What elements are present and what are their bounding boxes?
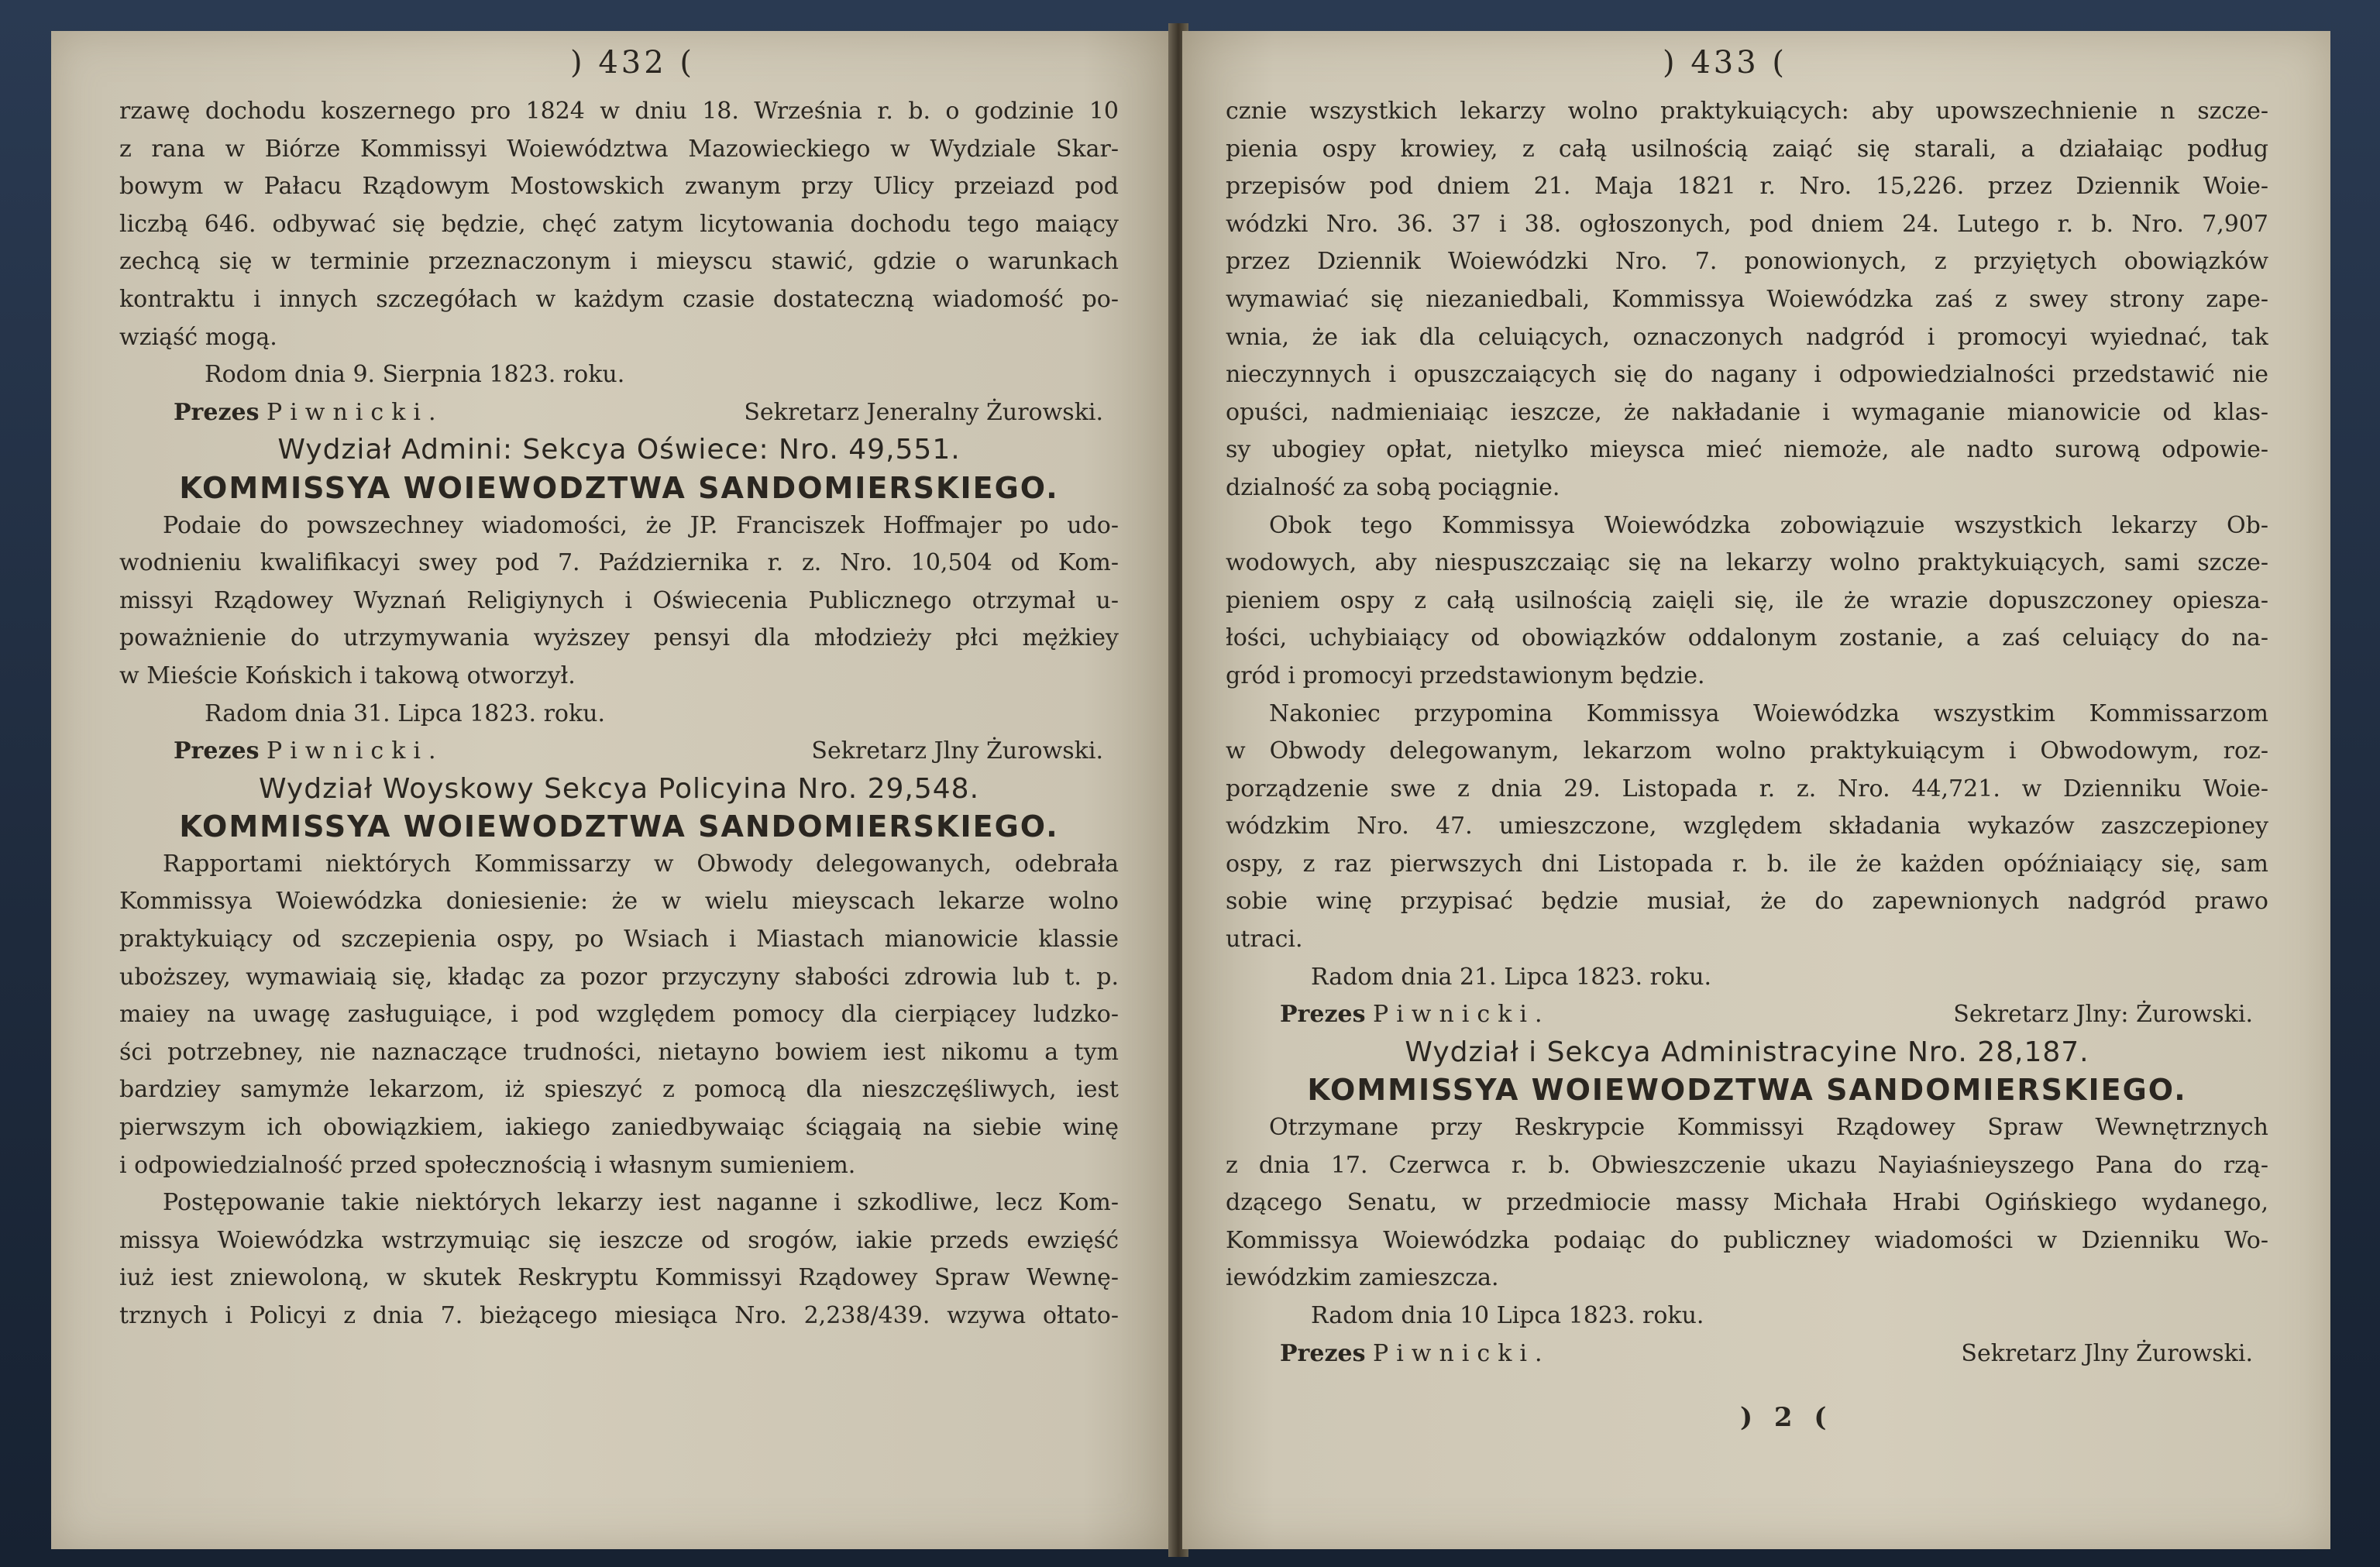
text-line: zechcą się w terminie przeznaczonym i mieyscu stawić, gdzie o warunkach [119,248,1119,276]
text-line: Nakoniec przypomina Kommissya Woiewódzka wszystkim Kommissarzom [1269,699,2268,727]
section-title: KOMMISSYA WOIEWODZTWA SANDOMIERSKIEGO. [1307,1073,2187,1108]
text-line: Postępowanie takie niektórych lekarzy iest naganne i szkodliwe, lecz Kom- [163,1189,1119,1217]
text-line: dzialność za sobą pociągnie. [1226,473,1560,501]
text-line: ści potrzebney, nie naznaczące trudności, nietayno bowiem iest nikomu a tym [119,1038,1119,1066]
text-line: cznie wszystkich lekarzy wolno praktykuiących: aby upowszechnienie n szcze- [1226,98,2268,125]
text-line: z dnia 17. Czerwca r. b. Obwieszczenie ukazu Nayiaśnieyszego Pana do rzą- [1226,1151,2268,1179]
text-line: w Mieście Końskich i takową otworzył. [119,662,576,689]
president-name: Piwnicki. [1373,1001,1550,1029]
president-name: Piwnicki. [267,737,444,765]
text-line: rzawę dochodu koszernego pro 1824 w dniu 18. Września r. b. o godzinie 10 [119,98,1119,125]
text-line: i odpowiedzialność przed społecznością i własnym sumieniem. [119,1151,856,1179]
text-line: missya Woiewódzka wstrzymuiąc się ieszcze od srogów, iakie przeds ewzięść [119,1226,1119,1254]
text-line: iuż iest zniewoloną, w skutek Reskryptu Kommissyi Rządowey Spraw Wewnę- [119,1264,1119,1292]
text-line: opuści, nadmieniaiąc ieszcze, że nakładanie i wymaganie mianowicie od klas- [1226,398,2268,426]
text-line: porządzenie swe z dnia 29. Listopada r. z. Nro. 44,721. w Dzienniku Woie- [1226,775,2268,802]
secretary-name: Sekretarz Jlny Żurowski. [1961,1339,2253,1367]
text-line: uboższey, wymawiaią się, kładąc za pozor przyczyny słabości zdrowia lub t. p. [119,963,1119,991]
text-line: Kommissya Woiewódzka doniesienie: że w wielu mieyscach lekarze wolno [119,888,1119,916]
text-line: bowym w Pałacu Rządowym Mostowskich zwanym przy Ulicy przeiazd pod [119,173,1119,201]
text-line: wymawiać się niezaniedbali, Kommissya Woiewódzka zaś z swey strony zape- [1226,285,2268,313]
date-line: Rodom dnia 9. Sierpnia 1823. roku. [205,361,625,389]
signature-line [1226,996,2268,1034]
text-line: sobie winę przypisać będzie musiał, że do zapewnionych nadgród prawo [1226,888,2268,916]
text-line: wnia, że iak dla celuiących, oznaczonych nadgród i promocyi wyiednać, tak [1226,323,2268,351]
president-label: Prezes [1280,1001,1366,1029]
section-title: KOMMISSYA WOIEWODZTWA SANDOMIERSKIEGO. [179,809,1059,844]
text-line: wódzkim Nro. 47. umieszczone, względem składania wykazów zaszczepioney [1226,813,2268,840]
president-label: Prezes [174,398,260,426]
text-line: poważnienie do utrzymywania wyższey pensyi dla młodzieży płci mężkiey [119,624,1119,652]
text-line: nieczynnych i opuszczaiących się do nagany i odpowiedzialności przedstawić nie [1226,361,2268,389]
text-line: Rapportami niektórych Kommissarzy w Obwody delegowanych, odebrała [163,850,1119,878]
section-header: Wydział Woyskowy Sekcya Policyina Nro. 29,548. [258,772,980,805]
text-line: trznych i Policyi z dnia 7. bieżącego miesiąca Nro. 2,238/439. wzywa ołtato- [119,1302,1119,1329]
text-line: wodnieniu kwalifikacyi swey pod 7. Października r. z. Nro. 10,504 od Kom- [119,549,1119,577]
president-name: Piwnicki. [267,398,444,426]
secretary-name: Sekretarz Jlny: Żurowski. [1953,1001,2253,1029]
text-line: sy ubogiey opłat, nietylko mieysca mieć niemoże, ale nadto surową odpowie- [1226,436,2268,464]
text-line: ospy, z raz pierwszych dni Listopada r. b. ile że każden opóźniaiący się, sam [1226,850,2268,878]
catchword: ) 2 ( [1740,1402,1833,1433]
text-line: maiey na uwagę zasługuiące, i pod względem pomocy dla cierpiącey ludzko- [119,1001,1119,1029]
section-header: Wydział Admini: Sekcya Oświece: Nro. 49,551. [277,434,961,466]
text-line: pierwszym ich obowiązkiem, iakiego zaniedbywaiąc ściągaią na siebie winę [119,1114,1119,1142]
text-line: utraci. [1226,926,1303,954]
text-line: praktykuiący od szczepienia ospy, po Wsiach i Miastach mianowicie klassie [119,926,1119,954]
left-page-text [119,93,1119,1335]
text-line: z rana w Biórze Kommissyi Woiewództwa Mazowieckiego w Wydziale Skar- [119,135,1119,163]
text-line: wodowych, aby niespuszczaiąc się na lekarzy wolno praktykuiących, sami szcze- [1226,549,2268,577]
text-line: iewódzkim zamieszcza. [1226,1264,1499,1292]
text-line: bardziey samymże lekarzom, iż spieszyć z pomocą dla nieszczęśliwych, iest [119,1076,1119,1104]
secretary-name: Sekretarz Jlny Żurowski. [811,737,1103,765]
section-header: Wydział i Sekcya Administracyine Nro. 28,187. [1405,1036,2089,1068]
text-line: łości, uchybiaiący od obowiązków oddalonym zostanie, a zaś celuiący do na- [1226,624,2268,652]
date-line: Radom dnia 10 Lipca 1823. roku. [1311,1302,1704,1329]
text-line: Obok tego Kommissya Woiewódzka zobowiązuie wszystkich lekarzy Ob- [1269,511,2268,539]
signature-line [119,733,1119,771]
text-line: pienia ospy krowiey, z całą usilnością zaiąć się starali, a działaiąc podług [1226,135,2268,163]
right-page-number: ) 433 ( [1663,45,1787,81]
date-line: Radom dnia 31. Lipca 1823. roku. [205,699,606,727]
text-line: kontraktu i innych szczegółach w każdym czasie dostateczną wiadomość po- [119,285,1119,313]
right-page [1182,31,2330,1549]
signature-line [119,394,1119,432]
president-name: Piwnicki. [1373,1339,1550,1367]
section-title: KOMMISSYA WOIEWODZTWA SANDOMIERSKIEGO. [179,470,1059,505]
text-line: wziąść mogą. [119,323,277,351]
text-line: przez Dziennik Woiewódzki Nro. 7. ponowionych, z przyiętych obowiązków [1226,248,2268,276]
text-line: liczbą 646. odbywać się będzie, chęć zatym licytowania dochodu tego maiący [119,210,1119,238]
text-line: w Obwody delegowanym, lekarzom wolno praktykuiącym i Obwodowym, roz- [1226,737,2268,765]
signature-line [1226,1335,2268,1373]
text-line: przepisów pod dniem 21. Maja 1821 r. Nro. 15,226. przez Dziennik Woie- [1226,173,2268,201]
text-line: Otrzymane przy Reskrypcie Kommissyi Rządowey Spraw Wewnętrznych [1269,1114,2268,1142]
text-line: Kommissya Woiewódzka podaiąc do publiczney wiadomości w Dzienniku Wo- [1226,1226,2268,1254]
text-line: missyi Rządowey Wyznań Religiynych i Oświecenia Publicznego otrzymał u- [119,586,1119,614]
secretary-name: Sekretarz Jeneralny Żurowski. [744,398,1103,426]
president-label: Prezes [174,737,260,765]
right-page-text [1226,93,2268,1373]
text-line: gród i promocyi przedstawionym będzie. [1226,662,1705,689]
text-line: Podaie do powszechney wiadomości, że JP. Franciszek Hoffmajer po udo- [163,511,1119,539]
left-page [51,31,1173,1549]
president-label: Prezes [1280,1339,1366,1367]
left-page-number: ) 432 ( [570,45,695,81]
text-line: dzącego Senatu, w przedmiocie massy Michała Hrabi Ogińskiego wydanego, [1226,1189,2268,1217]
date-line: Radom dnia 21. Lipca 1823. roku. [1311,963,1712,991]
text-line: pieniem ospy z całą usilnością zaięli się, ile że wrazie dopuszczoney opiesza- [1226,586,2268,614]
text-line: wódzki Nro. 36. 37 i 38. ogłoszonych, pod dniem 24. Lutego r. b. Nro. 7,907 [1226,210,2268,238]
